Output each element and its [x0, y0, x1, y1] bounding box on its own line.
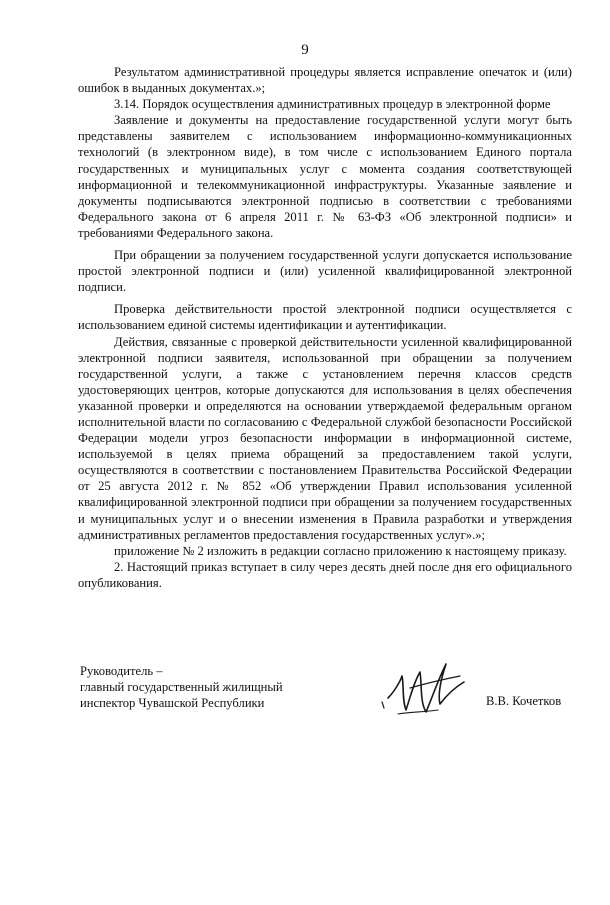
signatory-name: В.В. Кочетков	[486, 694, 562, 708]
paragraph-electronic-submission: Заявление и документы на предоставление государственной услуги могут быть представлены заявителем с использованием информационно-коммуникационных технологий (в электронном виде), в том числе с использованием Единого портала государственных и муниципальных услуг с момента создания соответствующей информационной и телекоммуникационной инфраструктуры. Указанные заявление и документы подписываются электронной подписью в соответствии с требованиями Федерального закона от 6 апреля 2011 г. № 63-ФЗ «Об электронной подписи» и требованиями Федерального закона.	[78, 113, 572, 240]
paragraph-correction-result: Результатом административной процедуры является исправление опечаток и (или) ошибок в выданных документах.»;	[78, 65, 572, 96]
paragraph-simple-signature: При обращении за получением государственной услуги допускается использование простой электронной подписи и (или) усиленной квалифицированной электронной подписи.	[78, 248, 572, 295]
page-number: 9	[301, 42, 309, 58]
section-heading-3-14: 3.14. Порядок осуществления административных процедур в электронной форме	[114, 97, 551, 112]
paragraph-signature-verification: Проверка действительности простой электронной подписи осуществляется с использованием единой системы идентификации и аутентификации.	[78, 302, 572, 333]
signatory-title-line: инспектор Чувашской Республики	[80, 696, 265, 711]
paragraph-qualified-signature-actions: Действия, связанные с проверкой действительности усиленной квалифицированной электронной подписи заявителя, использованной при обращении за получением государственной услуги, а также с установлением перечня классов средств удостоверяющих центров, которые допускаются для использования в целях обеспечения указанной проверки и определяются на основании утверждаемой федеральным органом исполнительной власти по согласованию с Федеральной службой безопасности Российской Федерации модели угроз безопасности информации в информационной системе, используемой в целях приема обращений за предоставлением такой услуги, осуществляются в соответствии с постановлением Правительства Российской Федерации от 25 августа 2012 г. № 852 «Об утверждении Правил использования усиленной квалифицированной электронной подписи при обращении за получением государственных и муниципальных услуг и о внесении изменения в Правила разработки и утверждения административных регламентов предоставления государственных услуг».»;	[78, 334, 572, 542]
paragraph-entry-into-force: 2. Настоящий приказ вступает в силу через десять дней после дня его официального опубликования.	[78, 559, 572, 590]
handwritten-signature	[380, 652, 470, 724]
signatory-title-line: главный государственный жилищный	[80, 680, 283, 695]
paragraph-appendix-2: приложение № 2 изложить в редакции согласно приложению к настоящему приказу.	[114, 543, 567, 558]
signatory-title-line: Руководитель –	[80, 664, 163, 678]
signatory-title	[80, 663, 283, 711]
document-body	[78, 64, 572, 591]
